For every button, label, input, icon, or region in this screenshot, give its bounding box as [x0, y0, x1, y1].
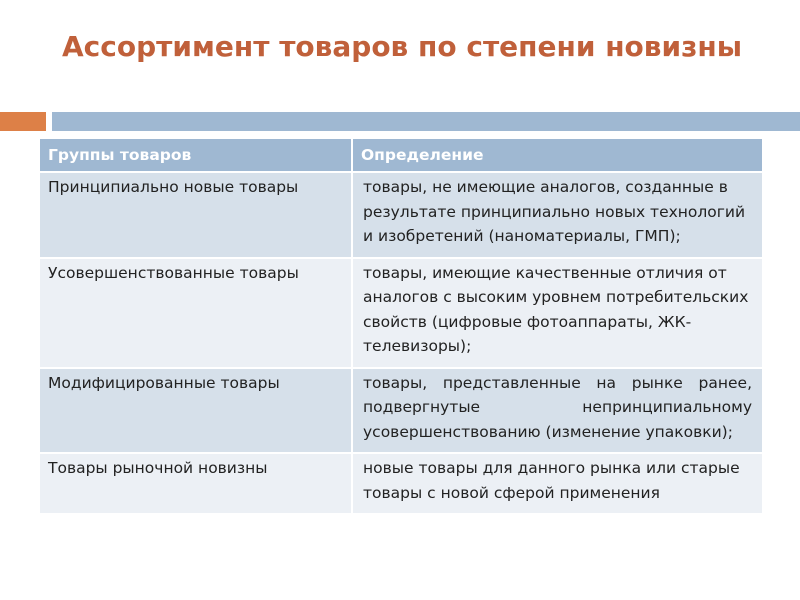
- table-row: [40, 368, 762, 454]
- table-row: [40, 172, 762, 258]
- title-accent-bar: [0, 112, 46, 131]
- assortment-table-container: [40, 139, 762, 600]
- slide-title: Ассортимент товаров по степени новизны: [62, 30, 743, 63]
- definition-cell: товары, представленные на рынке ранее, подвергнутые непринципиальному усовершенствованию (изменение упаковки);: [352, 368, 762, 454]
- header-groups: Группы товаров: [40, 139, 352, 172]
- definition-cell: товары, имеющие качественные отличия от аналогов с высоким уровнем потребительских свойств (цифровые фотоаппараты, ЖК-телевизоры);: [352, 258, 762, 368]
- group-cell: Усовершенствованные товары: [40, 258, 352, 368]
- header-definition: Определение: [352, 139, 762, 172]
- assortment-table: [40, 139, 762, 515]
- definition-cell: товары, не имеющие аналогов, созданные в результате принципиально новых технологий и изобретений (наноматериалы, ГМП);: [352, 172, 762, 258]
- table-row: [40, 258, 762, 368]
- table-header-row: [40, 139, 762, 172]
- group-cell: Товары рыночной новизны: [40, 453, 352, 514]
- group-cell: Принципиально новые товары: [40, 172, 352, 258]
- definition-cell: новые товары для данного рынка или старые товары с новой сферой применения: [352, 453, 762, 514]
- table-row: [40, 453, 762, 514]
- group-cell: Модифицированные товары: [40, 368, 352, 454]
- title-rule-bar: [52, 112, 800, 131]
